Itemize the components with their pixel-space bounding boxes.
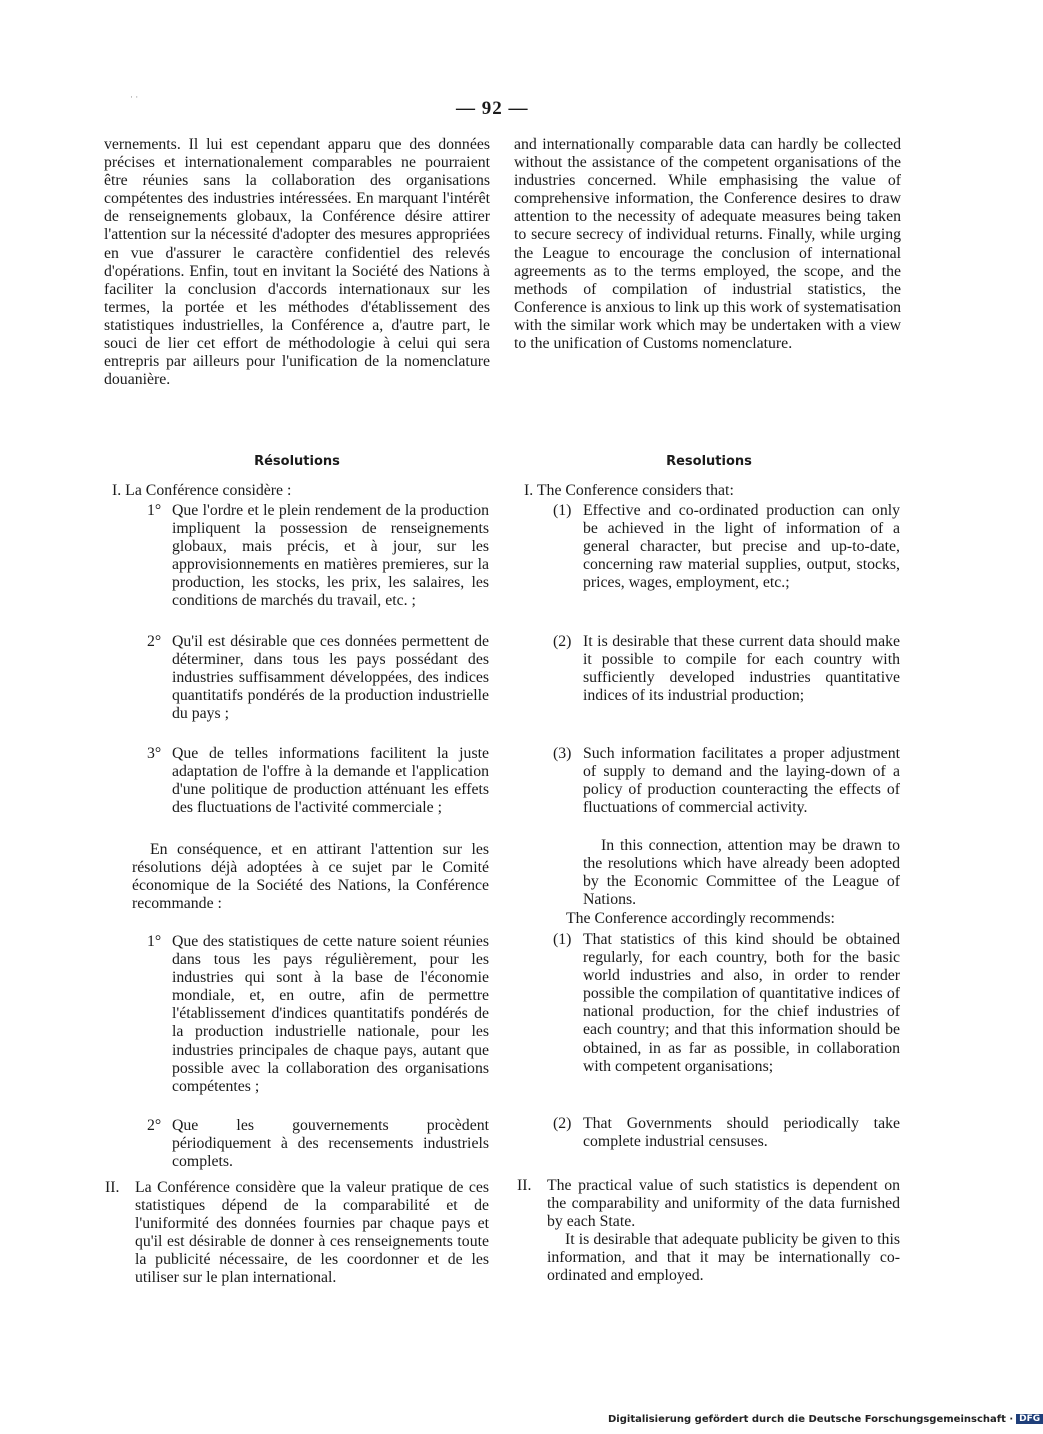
english-rec-item-text: That Governments should periodically take complete industrial censuses. xyxy=(583,1115,900,1151)
english-res2-text2: It is desirable that adequate publicity be given to this information, and that it may be internationally co-ordinated and employed. xyxy=(547,1231,900,1285)
french-res2-text: La Conférence considère que la valeur pratique de ces statistiques dépend de la comparabilité et de l'uniformité des données fournies par chaque pays et qu'il est désirable de donner à ces renseignements toute la publicité nécessaire, de les coordonner et de les utiliser sur le plan international. xyxy=(135,1179,489,1287)
french-res1-item-label: 1° xyxy=(147,502,162,519)
english-connection: In this connection, attention may be drawn to the resolutions which have already been adopted by the Economic Committee of the League of Nations. xyxy=(583,837,900,909)
english-resolutions-title: Resolutions xyxy=(666,454,752,469)
french-res1-item-text: Qu'il est désirable que ces données permettent de déterminer, dans tous les pays possédant des industries suffisamment développées, des indices quantitatifs pondérés de la production industrielle du pays ; xyxy=(172,633,489,723)
english-res2 xyxy=(517,1177,900,1286)
french-res2 xyxy=(105,1179,489,1288)
english-res1-item-label: (2) xyxy=(553,633,572,650)
english-res1-item-text: Effective and co-ordinated production can only be achieved in the light of information of a general character, but precise and up-to-date, concerning raw material supplies, output, stocks, prices, wages, employment, etc.; xyxy=(583,502,900,592)
french-res1-item-1 xyxy=(147,502,489,611)
english-res1-item-label: (3) xyxy=(553,745,572,762)
english-column xyxy=(514,136,901,353)
english-res1-heading xyxy=(524,482,900,500)
english-rec-item-label: (1) xyxy=(553,931,572,948)
french-rec-item-1 xyxy=(147,933,489,1096)
english-res1-item-3 xyxy=(553,745,900,817)
english-res2-text: The practical value of such statistics is dependent on the comparability and uniformity of the data furnished by each State. xyxy=(547,1177,900,1231)
dfg-logo: DFG xyxy=(1016,1414,1043,1424)
french-res1-item-label: 3° xyxy=(147,745,162,762)
french-res1-item-2 xyxy=(147,633,489,723)
french-rec-item-2 xyxy=(147,1117,489,1171)
scan-specks: · · xyxy=(130,92,139,102)
english-recommends: The Conference accordingly recommends: xyxy=(566,910,835,927)
english-res1-item-label: (1) xyxy=(553,502,572,519)
french-res1-heading xyxy=(112,482,492,500)
english-res1-item-text: Such information facilitates a proper adjustment of supply to demand and the laying-down of a policy of production counteracting the effects of fluctuations of commercial activity. xyxy=(583,745,900,817)
english-res1-item-text: It is desirable that these current data should make it possible to compile for each country with sufficiently developed industries quantitative indices of its industrial production; xyxy=(583,633,900,705)
digitisation-footer: Digitalisierung gefördert durch die Deutsche Forschungsgemeinschaft · DFG xyxy=(608,1414,1043,1425)
french-rec-item-label: 2° xyxy=(147,1117,162,1134)
french-res1-item-text: Que de telles informations facilitent la juste adaptation de l'offre à la demande et l'application d'une politique de production atténuant les effets des fluctuations de l'activité commerciale ; xyxy=(172,745,489,817)
english-res2-roman: II. xyxy=(517,1177,532,1194)
french-res1-item-3 xyxy=(147,745,489,817)
french-res1-lead: La Conférence considère : xyxy=(125,482,292,499)
english-intro: and internationally comparable data can hardly be collected without the assistance of the competent organisations of the industries concerned. While emphasising the value of comprehensive information, the Conference desires to draw attention to the necessity of adequate measures being taken to secure secrecy of individual returns. Finally, while urging the League to encourage the conclusion of international agreements as to the terms employed, the scope, and the methods of compilation of industrial statistics, the Conference is anxious to link up this work of systematisation with the similar work which may be undertaken with a view to the unification of Customs nomenclature. xyxy=(514,136,901,353)
french-rec-item-text: Que les gouvernements procèdent périodiquement à des recensements industriels complets. xyxy=(172,1117,489,1171)
french-res1-item-text: Que l'ordre et le plein rendement de la production impliquent la possession de renseignements globaux, mais précis, et à jour, sur les approvisionnements en matières premieres, sur la production, les stocks, les prix, les salaires, les conditions de marchés du travail, etc. ; xyxy=(172,502,489,610)
english-res1-item-2 xyxy=(553,633,900,705)
english-rec-item-2 xyxy=(553,1115,900,1151)
french-intro: vernements. Il lui est cependant apparu que des données précises et internationalement comparables ne pourraient être réunies sans la collaboration des organisations compétentes des industries intéressées. En marquant l'intérêt de renseignements globaux, la Conférence désire attirer l'attention sur la nécessité d'adopter des mesures appropriées en vue d'assurer le caractère confidentiel des relevés d'opérations. Enfin, tout en invitant la Société des Nations à faciliter la conclusion d'accords internationaux sur les termes, la portée et les méthodes d'établissement des statistiques industrielles, la Conférence a, d'autre part, le souci de lier cet effort de méthodologie à celui qui sera entrepris par ailleurs pour l'unification de la nomenclature douanière. xyxy=(104,136,490,389)
french-column xyxy=(104,136,490,389)
french-res2-roman: II. xyxy=(105,1179,120,1196)
english-rec-item-1 xyxy=(553,931,900,1076)
english-res1-roman: I. xyxy=(524,482,534,499)
english-res1-item-1 xyxy=(553,502,900,592)
english-rec-item-text: That statistics of this kind should be obtained regularly, for each country, both for the basic world industries and also, in order to render possible the compilation of quantitative indices of national production, for the chief industries of each country; and that this information should be obtained, in as far as possible, in collaboration with competent organisations; xyxy=(583,931,900,1075)
french-consequence: En conséquence, et en attirant l'attention sur les résolutions déjà adoptées à ce sujet par le Comité économique de la Société des Nations, la Conférence recommande : xyxy=(132,841,489,913)
french-rec-item-label: 1° xyxy=(147,933,162,950)
english-res1-lead: The Conference considers that: xyxy=(536,482,734,499)
french-resolutions-title: Résolutions xyxy=(254,454,340,469)
french-res1-item-label: 2° xyxy=(147,633,162,650)
page-number: — 92 — xyxy=(456,98,529,119)
footer-text: Digitalisierung gefördert durch die Deutsche Forschungsgemeinschaft xyxy=(608,1414,1006,1425)
english-rec-item-label: (2) xyxy=(553,1115,572,1132)
french-res1-roman: I. xyxy=(112,482,122,499)
french-rec-item-text: Que des statistiques de cette nature soient réunies dans tous les pays régulièrement, pour les industries qui sont à la base de l'économie mondiale, et, en outre, afin de permettre l'établissement d'indices quantitatifs pondérés de la production industrielle nationale, pour les industries principales de chaque pays, autant que possible avec la collaboration des organisations compétentes ; xyxy=(172,933,489,1095)
